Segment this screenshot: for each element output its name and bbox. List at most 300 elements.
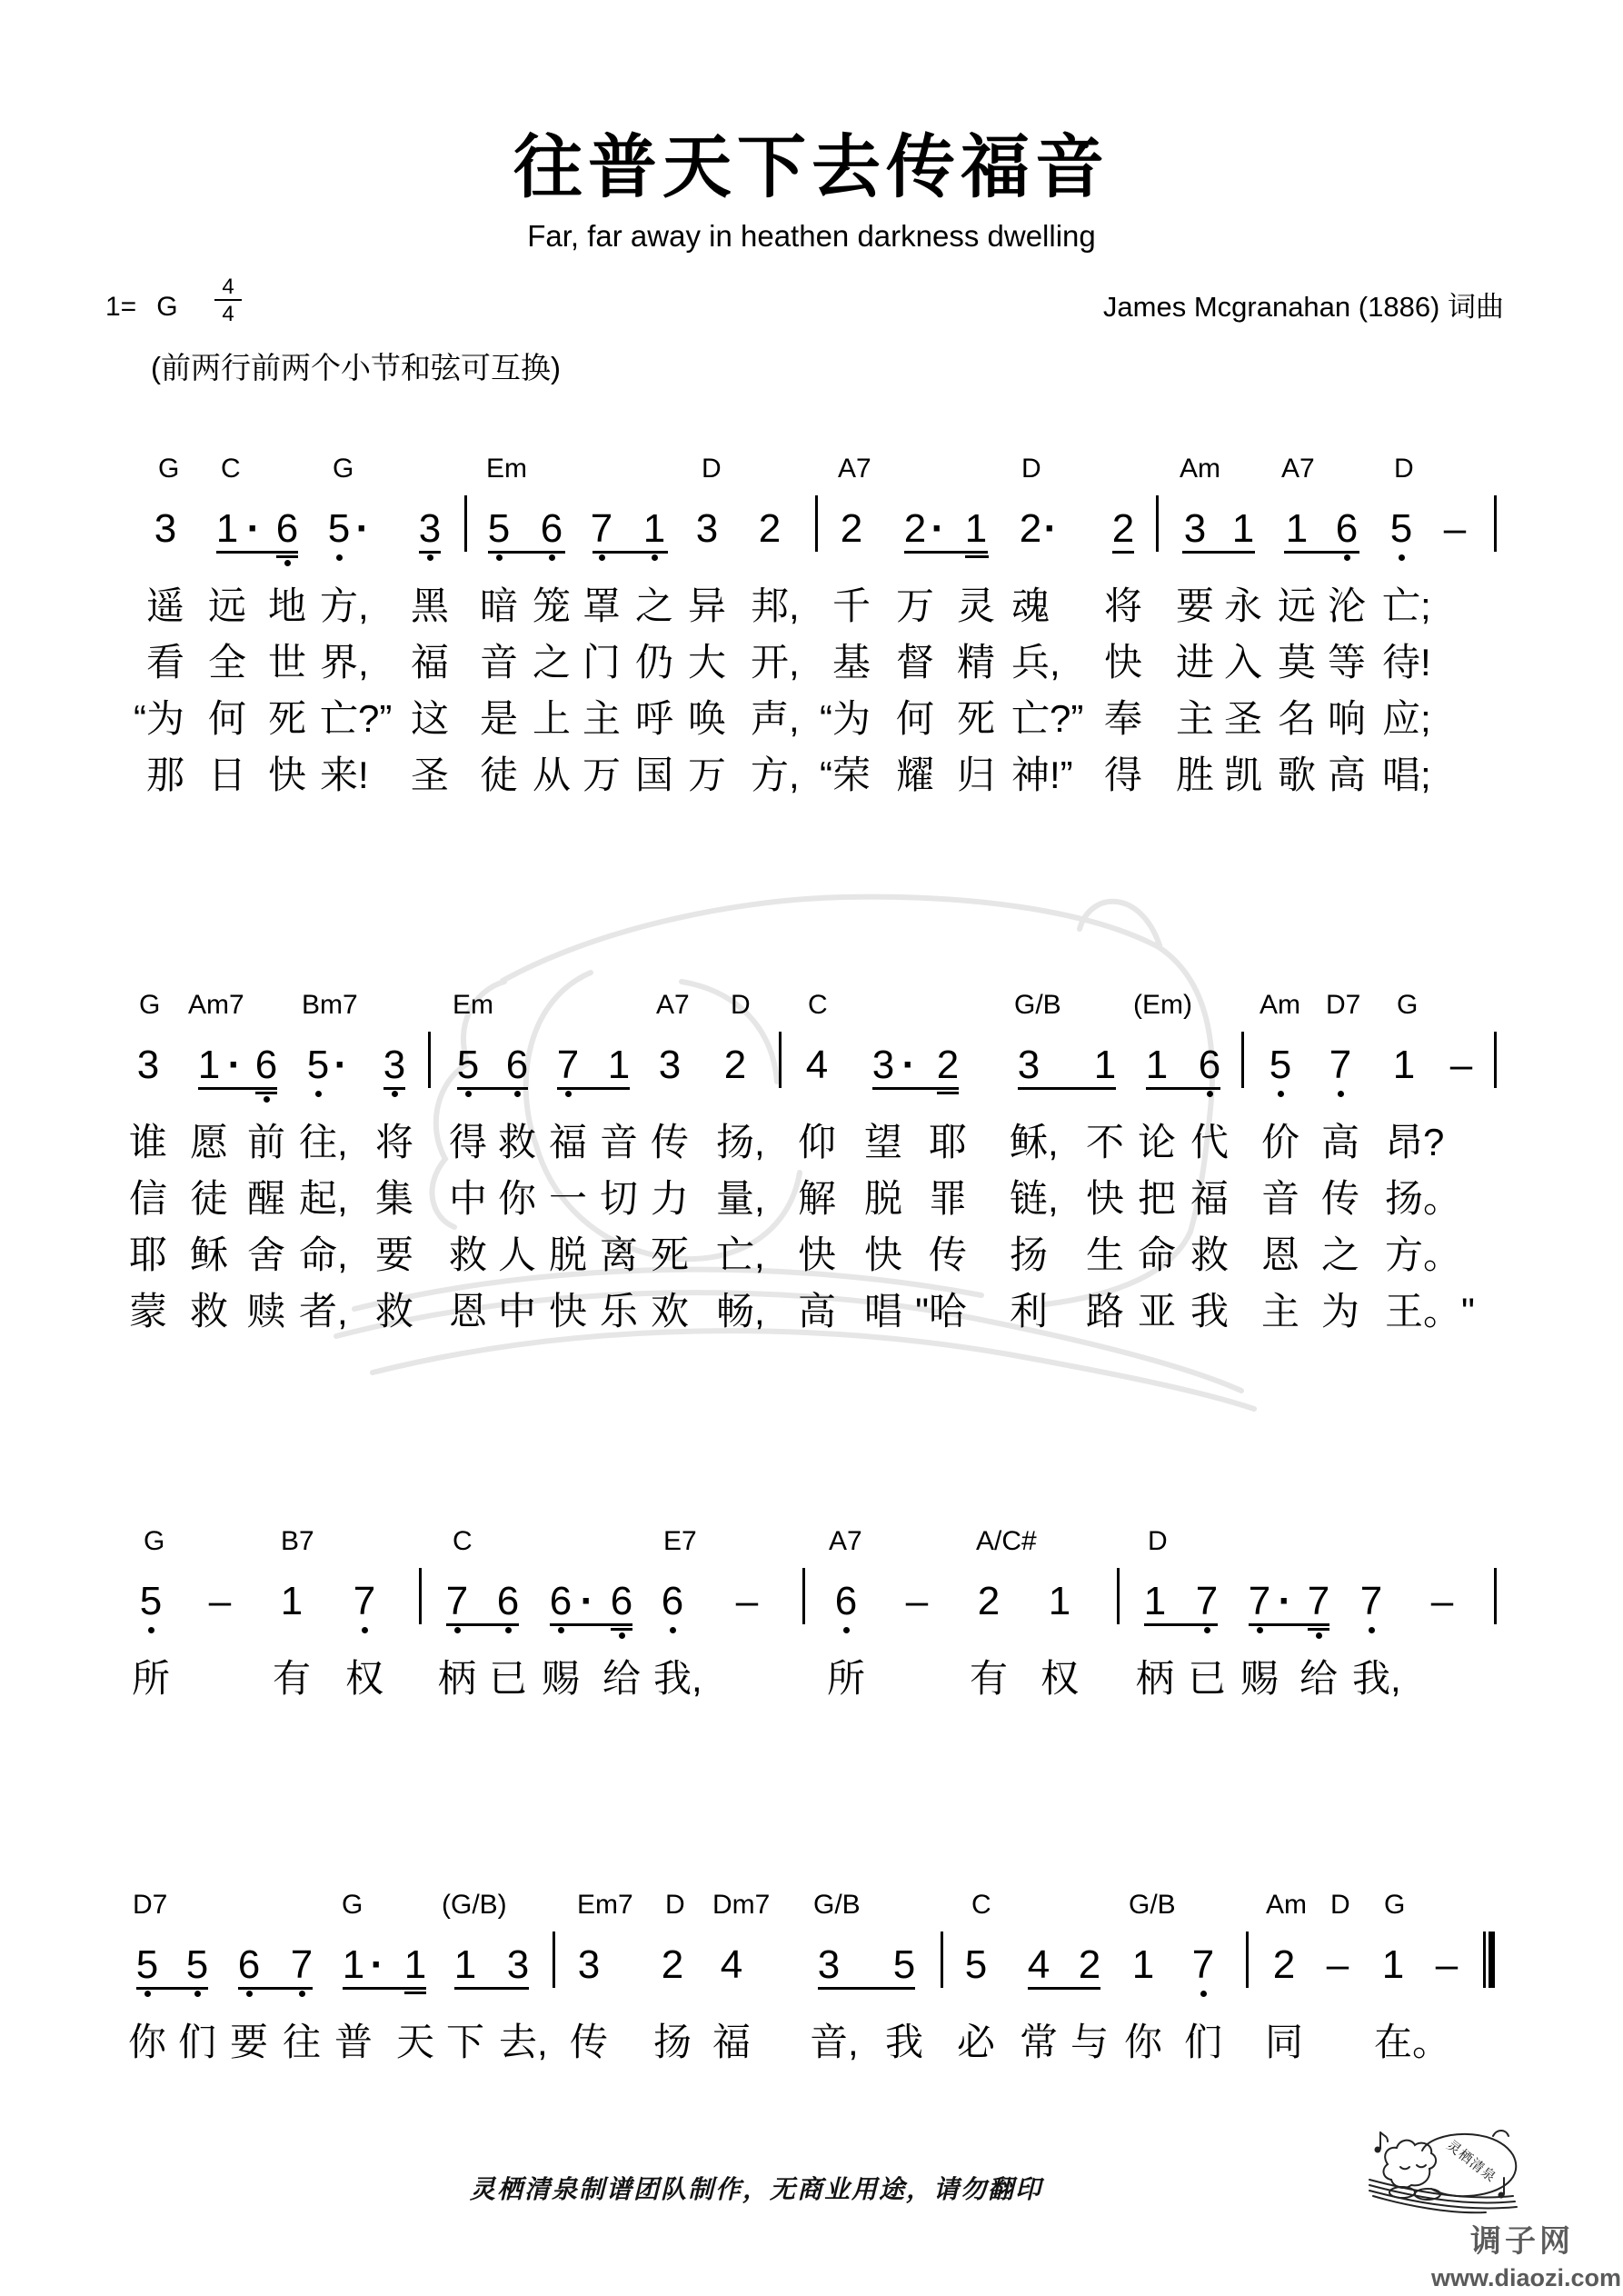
lyric-punctuation: , [754, 1121, 765, 1163]
sustain-dash: – [1435, 1942, 1459, 1987]
eighth-beam [1146, 1087, 1220, 1090]
lyric-character: 快 [549, 1290, 588, 1333]
chord-symbol: G/B [1129, 1890, 1176, 1920]
lyric-punctuation: , [754, 1290, 765, 1333]
lyric-character: 门 [582, 641, 622, 684]
lyric-syllable [1190, 1283, 1229, 1340]
lyric-character: 神 [1011, 754, 1050, 796]
lyric-syllable [1138, 1283, 1176, 1340]
lyric-character: 从 [533, 754, 572, 796]
low-octave-dot [246, 1991, 253, 1997]
lyric-syllable [498, 1227, 536, 1283]
lyric-line-1 [0, 578, 1623, 634]
lyric-syllable [129, 1114, 167, 1171]
lyric-character: 力 [651, 1177, 690, 1220]
sheep-logo-icon [1368, 2123, 1522, 2214]
lyric-syllable [651, 1283, 689, 1340]
chord-symbol: A7 [656, 990, 690, 1020]
lyric-syllable [1328, 634, 1366, 691]
lyric-syllable [896, 578, 934, 634]
lyric-punctuation: 。 [1412, 2021, 1451, 2063]
chord-symbol: Am [1180, 454, 1220, 484]
lyric-character: 集 [375, 1177, 414, 1220]
lyric-character: 已 [489, 1657, 528, 1700]
lyric-character: 笼 [533, 584, 572, 627]
note: 6 [834, 1579, 858, 1623]
chord-symbol: G [1397, 990, 1419, 1020]
lyric-character: 罩 [582, 584, 622, 627]
lyric-syllable [1328, 747, 1366, 804]
chord-symbol: D [731, 990, 751, 1020]
lyric-character: 声 [751, 697, 790, 740]
low-octave-dot [148, 1627, 154, 1633]
sustain-dash: – [1326, 1942, 1349, 1987]
note: 6 [275, 506, 299, 551]
lyric-punctuation: ?” [1050, 697, 1084, 740]
eighth-beam [592, 551, 668, 554]
chord-symbol: D [1021, 454, 1041, 484]
final-barline-thick [1489, 1932, 1495, 1988]
low-octave-dot [336, 554, 343, 561]
lyric-character: 亡 [1382, 584, 1421, 627]
note: 5 [892, 1942, 916, 1987]
chord-symbol: D [1330, 1890, 1350, 1920]
augmentation-dot: · [1278, 1579, 1292, 1623]
note: 5 [487, 506, 511, 551]
lyric-punctuation: , [337, 1290, 348, 1333]
lyric-character: 界 [320, 641, 359, 684]
lyric-character: 望 [864, 1121, 903, 1163]
lyric-punctuation: , [789, 641, 800, 684]
lyric-character: 暗 [480, 584, 519, 627]
lyric-syllable [957, 2014, 995, 2071]
eighth-beam [488, 551, 565, 554]
note: 6 [496, 1579, 520, 1623]
lyric-character: 往 [299, 1121, 338, 1163]
chord-symbol: (G/B) [442, 1890, 507, 1920]
lyric-character: 福 [549, 1121, 588, 1163]
lyric-character: 要 [1176, 584, 1215, 627]
lyric-syllable [929, 1227, 967, 1283]
lyric-character: 离 [600, 1233, 639, 1276]
eighth-beam [198, 1087, 277, 1090]
lyric-character: 快 [1086, 1177, 1125, 1220]
time-signature-denominator: 4 [222, 302, 234, 326]
lyric-character: 之 [635, 584, 674, 627]
note: 5 [135, 1942, 159, 1987]
lyric-punctuation: , [337, 1177, 348, 1220]
lyric-character: 归 [957, 754, 996, 796]
lyric-character: 徒 [190, 1177, 229, 1220]
lyric-syllable [1086, 1171, 1124, 1227]
lyric-character: 我 [1190, 1290, 1230, 1333]
lyric-character: 全 [208, 641, 247, 684]
chord-symbol: C [971, 1890, 991, 1920]
lyric-character: 扬 [1385, 1177, 1424, 1220]
chord-symbol: D7 [1326, 990, 1361, 1020]
lyric-syllable [600, 1171, 638, 1227]
note: 1 [1392, 1043, 1416, 1087]
barline [1494, 1032, 1497, 1088]
lyric-syllable [688, 747, 726, 804]
lyric-character: 往 [283, 2021, 322, 2063]
chord-symbol: Em [486, 454, 527, 484]
lyric-syllable [751, 691, 800, 747]
lyric-syllable [1328, 691, 1366, 747]
lyric-character: 圣 [411, 754, 450, 796]
chord-symbol: C [808, 990, 828, 1020]
lyric-character: 为 [832, 697, 871, 740]
lyric-character: 利 [1010, 1290, 1049, 1333]
note: 7 [1191, 1942, 1215, 1987]
augmentation-dot: · [580, 1579, 594, 1623]
lyric-syllable [375, 1114, 413, 1171]
lyric-punctuation: 。 [1423, 1177, 1462, 1220]
chord-symbol: B7 [281, 1526, 314, 1556]
lyric-character: 给 [602, 1657, 642, 1700]
sustain-dash: – [208, 1579, 232, 1623]
lyric-character: 权 [345, 1657, 384, 1700]
key-note: G [156, 292, 178, 322]
eighth-beam [904, 551, 988, 554]
lyric-character: 主 [582, 697, 622, 740]
lyric-punctuation: 。 [1423, 1233, 1462, 1276]
eighth-beam [872, 1087, 959, 1090]
chord-symbol: D [1394, 454, 1414, 484]
lyric-syllable [1010, 1114, 1059, 1171]
lyric-character: 快 [268, 754, 307, 796]
lyric-syllable [1321, 1114, 1359, 1171]
note: 3 [817, 1942, 841, 1987]
lyric-character: 名 [1278, 697, 1317, 740]
lyric-syllable [929, 1171, 967, 1227]
lyric-punctuation: ; [1420, 754, 1431, 796]
note: 2 [1111, 506, 1135, 551]
lyric-punctuation: , [1048, 1121, 1059, 1163]
note: 2 [840, 506, 863, 551]
lyric-syllable [820, 747, 871, 804]
lyric-syllable [411, 747, 449, 804]
lyric-character: 你 [498, 1177, 537, 1220]
lyric-character: 稣 [1010, 1121, 1049, 1163]
lyric-syllable [449, 1283, 487, 1340]
note: 7 [1307, 1579, 1330, 1623]
lyric-character: 唤 [688, 697, 727, 740]
lyric-syllable [480, 578, 518, 634]
lyric-syllable [190, 1283, 228, 1340]
lyric-syllable [582, 747, 621, 804]
eighth-beam [454, 1987, 529, 1990]
lyric-character: 昂 [1385, 1121, 1424, 1163]
chord-symbol: E7 [663, 1526, 697, 1556]
lyric-syllable [1184, 2014, 1222, 2071]
lyric-syllable [864, 1114, 902, 1171]
lyric-syllable [299, 1171, 348, 1227]
note: 7 [556, 1043, 580, 1087]
lyric-punctuation: , [754, 1177, 765, 1220]
lyric-syllable [268, 578, 306, 634]
augmentation-dot: · [246, 506, 261, 551]
lyric-character: 上 [533, 697, 572, 740]
lyric-character: 必 [957, 2021, 996, 2063]
sustain-dash: – [1430, 1579, 1454, 1623]
low-octave-dot [427, 554, 433, 561]
lyric-syllable [299, 1114, 348, 1171]
lyric-syllable [688, 578, 726, 634]
lyric-syllable [602, 1651, 641, 1707]
note: 1 [1231, 506, 1255, 551]
lyric-character: 万 [896, 584, 935, 627]
note: 3 [1183, 506, 1207, 551]
lyric-character: 凯 [1224, 754, 1263, 796]
lyric-character: 黑 [411, 584, 450, 627]
low-octave-dot [144, 1991, 151, 1997]
lyric-punctuation: 。" [1423, 1290, 1475, 1333]
lyric-character: 扬 [653, 2021, 692, 2063]
sixteenth-beam [276, 555, 298, 558]
chord-symbol: A7 [838, 454, 871, 484]
note: 1 [964, 506, 988, 551]
note: 2 [1078, 1942, 1101, 1987]
lyric-character: 看 [146, 641, 185, 684]
lyric-character: 这 [411, 697, 450, 740]
lyric-syllable [635, 747, 673, 804]
low-octave-dot [1204, 1627, 1210, 1633]
eighth-beam [457, 1087, 528, 1090]
lyric-character: 畅 [716, 1290, 755, 1333]
lyric-syllable [498, 1114, 536, 1171]
lyric-syllable [247, 1114, 285, 1171]
lyric-syllable [1190, 1171, 1229, 1227]
chord-symbol: Em [453, 990, 493, 1020]
lyric-character: 徒 [480, 754, 519, 796]
lyric-character: 应 [1382, 697, 1421, 740]
logo-text: 灵栖清泉 [1443, 2137, 1499, 2186]
lyric-syllable [1382, 747, 1431, 804]
note: 3 [695, 506, 719, 551]
key-signature [105, 291, 178, 324]
lyric-syllable [411, 578, 449, 634]
lyric-syllable [635, 634, 673, 691]
lyric-syllable [1261, 1114, 1299, 1171]
lyric-syllable [1086, 1227, 1124, 1283]
note: 1 [197, 1043, 221, 1087]
note: 1 [642, 506, 666, 551]
low-octave-dot [454, 1627, 461, 1633]
lyric-character: 蒙 [129, 1290, 168, 1333]
chord-symbol: Bm7 [302, 990, 358, 1020]
lyric-syllable [1278, 747, 1316, 804]
note: 5 [327, 506, 351, 551]
lyric-character: 论 [1138, 1121, 1177, 1163]
lyric-syllable [480, 691, 518, 747]
eighth-beam [1249, 1623, 1329, 1626]
lyric-syllable [1138, 1114, 1176, 1171]
lyric-syllable [268, 691, 306, 747]
lyric-syllable [396, 2014, 434, 2071]
lyric-syllable [230, 2014, 268, 2071]
lyric-character: 路 [1086, 1290, 1125, 1333]
lyric-character: 得 [1104, 754, 1143, 796]
lyric-character: 待 [1382, 641, 1421, 684]
low-octave-dot [315, 1091, 322, 1097]
lyric-syllable [1382, 578, 1431, 634]
lyric-character: 遥 [146, 584, 185, 627]
augmentation-dot: · [355, 506, 370, 551]
chord-symbol: G [144, 1526, 165, 1556]
lyric-character: 醒 [247, 1177, 286, 1220]
barline [1246, 1932, 1249, 1988]
lyric-character: 方 [320, 584, 359, 627]
lyric-syllable [446, 2014, 484, 2071]
note: 7 [1359, 1579, 1383, 1623]
lyric-character: 谁 [129, 1121, 168, 1163]
lyric-syllable [299, 1227, 348, 1283]
lyric-character: 给 [1299, 1657, 1339, 1700]
note: 1 [215, 506, 239, 551]
barline [428, 1032, 431, 1088]
augmentation-dot: · [227, 1043, 242, 1087]
eighth-beam [1284, 551, 1359, 554]
augmentation-dot: · [334, 1043, 348, 1087]
lyric-syllable [498, 1283, 536, 1340]
lyric-character: 救 [449, 1233, 488, 1276]
lyric-character: 解 [798, 1177, 837, 1220]
lyric-character: 开 [751, 641, 790, 684]
lyric-character: 国 [635, 754, 674, 796]
lyric-syllable [533, 691, 571, 747]
low-octave-dot [264, 1096, 270, 1103]
chord-symbol: Em7 [577, 1890, 633, 1920]
lyric-character: 为 [146, 697, 185, 740]
lyric-syllable [896, 634, 934, 691]
lyric-syllable [651, 1114, 689, 1171]
lyric-syllable [1104, 747, 1142, 804]
lyric-syllable [542, 1651, 580, 1707]
lyric-line-4 [0, 1283, 1623, 1340]
note: 7 [590, 506, 613, 551]
low-octave-dot [619, 1632, 625, 1639]
lyric-character: 异 [688, 584, 727, 627]
lyric-character: 脱 [549, 1233, 588, 1276]
low-octave-dot [465, 1091, 472, 1097]
lyric-punctuation: , [1390, 1657, 1401, 1700]
lyric-syllable [1224, 634, 1262, 691]
lyric-punctuation: , [692, 1657, 702, 1700]
lyric-character: 高 [1321, 1121, 1360, 1163]
note: 2 [936, 1043, 960, 1087]
lyric-character: 命 [1138, 1233, 1177, 1276]
lyric-syllable [438, 1651, 476, 1707]
score-system-3 [0, 1525, 1623, 1907]
lyric-character: 呼 [635, 697, 674, 740]
lyric-syllable [411, 691, 449, 747]
lyric-character: 传 [929, 1233, 968, 1276]
lyric-syllable [751, 747, 800, 804]
lyric-character: 耀 [896, 754, 935, 796]
barline [464, 495, 467, 552]
lyric-character: 响 [1328, 697, 1367, 740]
barline [1156, 495, 1159, 552]
lyric-syllable [129, 1283, 167, 1340]
note: 6 [610, 1579, 633, 1623]
lyric-punctuation: ? [1423, 1121, 1445, 1163]
note: 2 [661, 1942, 684, 1987]
lyric-character: 督 [896, 641, 935, 684]
chord-symbol: Am [1260, 990, 1300, 1020]
lyric-syllable [600, 1227, 638, 1283]
lyric-character: 传 [570, 2021, 609, 2063]
chord-symbol: G [342, 1890, 363, 1920]
lyric-character: 赎 [247, 1290, 286, 1333]
eighth-beam [1018, 1087, 1116, 1090]
note: 7 [1248, 1579, 1271, 1623]
lyric-syllable [334, 2014, 373, 2071]
augmentation-dot: · [370, 1942, 384, 1987]
lyric-syllable [1240, 1651, 1279, 1707]
lyric-character: 万 [688, 754, 727, 796]
lyric-punctuation: , [789, 697, 800, 740]
lyric-syllable [1224, 691, 1262, 747]
lyric-syllable [128, 2014, 166, 2071]
note: 1 [1285, 506, 1309, 551]
lyric-syllable [132, 1651, 170, 1707]
lyric-syllable [929, 1114, 967, 1171]
lyric-punctuation: , [848, 2021, 859, 2063]
note: 2 [1272, 1942, 1296, 1987]
lyric-character: 我 [885, 2021, 924, 2063]
lyric-syllable [651, 1171, 689, 1227]
lyric-syllable [549, 1227, 587, 1283]
lyric-syllable [320, 578, 369, 634]
lyric-character: 在 [1374, 2021, 1413, 2063]
lyric-punctuation: , [789, 754, 800, 796]
lyric-character: 不 [1086, 1121, 1125, 1163]
lyric-syllable [896, 747, 934, 804]
barline [941, 1932, 943, 1988]
note: 7 [1329, 1043, 1352, 1087]
lyric-character: 救 [190, 1290, 229, 1333]
lyric-character: 高 [1328, 754, 1367, 796]
low-octave-dot [505, 1627, 512, 1633]
lyric-character: 为 [1321, 1290, 1360, 1333]
lyric-character: 死 [268, 697, 307, 740]
lyric-character: 日 [208, 754, 247, 796]
lyric-character: 一 [549, 1177, 588, 1220]
lyric-character: 亡 [1011, 697, 1050, 740]
lyric-line-1 [0, 2014, 1623, 2071]
lyric-syllable [1138, 1227, 1176, 1283]
lyric-character: 信 [129, 1177, 168, 1220]
lyric-syllable [1010, 1171, 1059, 1227]
lyric-syllable [635, 578, 673, 634]
lyric-character: 万 [582, 754, 622, 796]
lyric-syllable [1104, 578, 1142, 634]
lyric-character: 舍 [247, 1233, 286, 1276]
lyric-character: 价 [1261, 1121, 1300, 1163]
barline [553, 1932, 555, 1988]
lyric-syllable [1385, 1114, 1445, 1171]
lyric-character: 同 [1265, 2021, 1304, 2063]
lyric-character: 哈 [929, 1290, 968, 1333]
lyric-character: 音 [600, 1121, 639, 1163]
note: 5 [1269, 1043, 1292, 1087]
lyric-punctuation: , [789, 584, 800, 627]
lyric-syllable [1070, 2014, 1109, 2071]
lyric-syllable [345, 1651, 383, 1707]
score-system-1 [0, 453, 1623, 834]
sixteenth-beam [255, 1092, 277, 1094]
